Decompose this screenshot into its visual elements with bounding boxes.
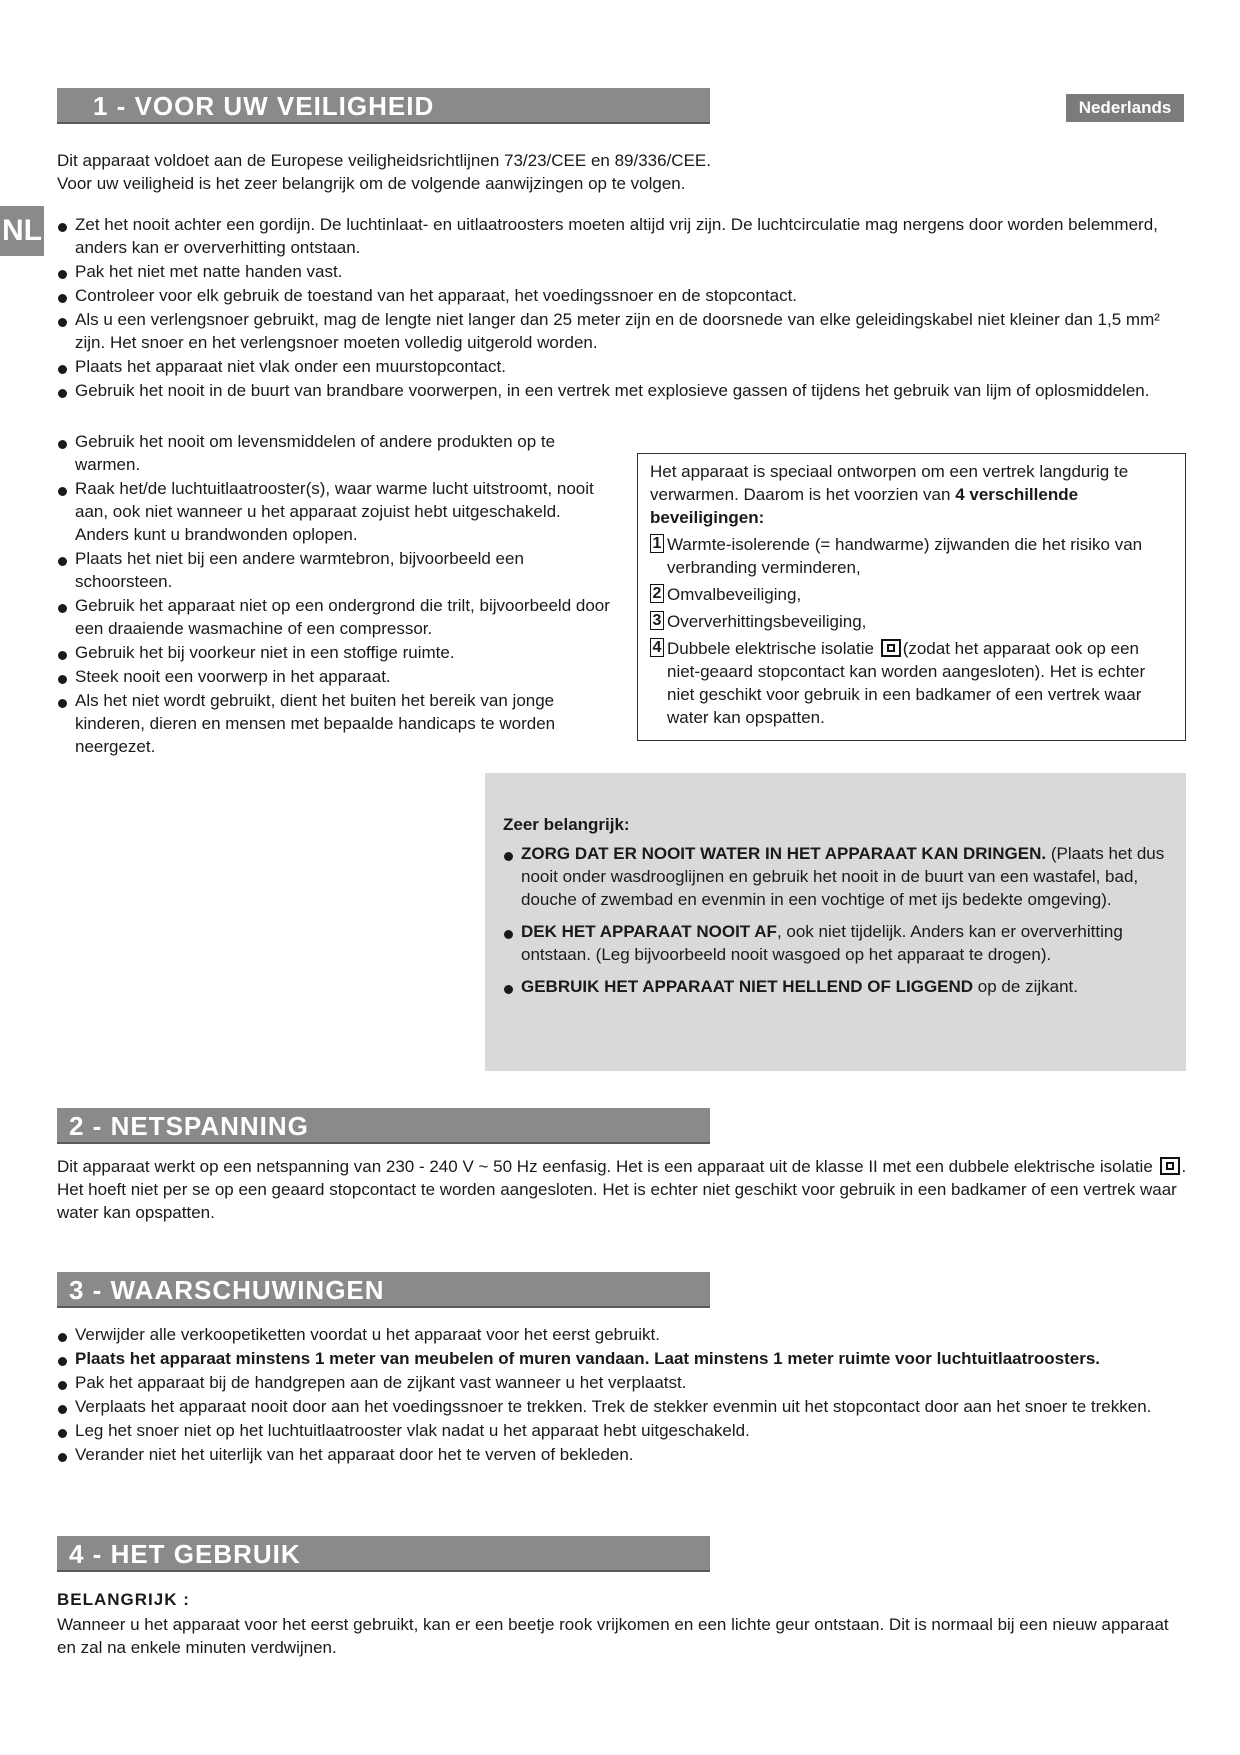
intro-line: Voor uw veiligheid is het zeer belangrijk om de volgende aanwijzingen op te volgen. [57, 174, 686, 193]
section-4-text: Wanneer u het apparaat voor het eerst gebruikt, kan er een beetje rook vrijkomen en een lichte geur ontstaan. Dit is normaal bij een nieuw apparaat en zal na enkele minuten verdwijnen. [57, 1615, 1169, 1657]
list-item: GEBRUIK HET APPARAAT NIET HELLEND OF LIGGEND op de zijkant. [503, 975, 1168, 998]
list-item: Als u een verlengsnoer gebruikt, mag de lengte niet langer dan 25 meter zijn en de doorsnede van elke geleidingskabel niet kleiner dan 1,5 mm² zijn. Het snoer en het verlengsnoer moeten volledig uitgerold worden. [57, 308, 1187, 354]
safety-bullets-full [57, 213, 1187, 403]
list-item: Zet het nooit achter een gordijn. De luchtinlaat- en uitlaatroosters moeten altijd vrij zijn. De luchtcirculatie mag nergens door worden belemmerd, anders kan er oververhitting ontstaan. [57, 213, 1187, 259]
safety-feature-item: 1 Warmte-isolerende (= handwarme) zijwanden die het risiko van verbranding verminderen, [650, 533, 1173, 579]
list-item: Gebruik het bij voorkeur niet in een stoffige ruimte. [57, 641, 617, 664]
list-item: Steek nooit een voorwerp in het apparaat. [57, 665, 617, 688]
list-item: Pak het apparaat bij de handgrepen aan de zijkant vast wanneer u het verplaatst. [57, 1371, 1187, 1394]
section-1-header [57, 88, 710, 124]
list-item: Pak het niet met natte handen vast. [57, 260, 1187, 283]
warnings-list [57, 1323, 1187, 1467]
safety-feature-item: 2 Omvalbeveiliging, [650, 583, 1173, 606]
safety-features-box [637, 453, 1186, 741]
number-box: 4 [650, 638, 664, 657]
important-title: Zeer belangrijk: [503, 815, 630, 834]
list-item: Plaats het apparaat niet vlak onder een muurstopcontact. [57, 355, 1187, 378]
safety-feature-item: 3 Oververhittingsbeveiliging, [650, 610, 1173, 633]
safety-features-intro: Het apparaat is speciaal ontworpen om een vertrek langdurig te verwarmen. Daarom is het voorzien van 4 verschillende beveiligingen: [650, 462, 1129, 527]
section-2-header [57, 1108, 710, 1144]
important-box [485, 773, 1186, 1071]
number-box: 2 [650, 584, 664, 603]
list-item: DEK HET APPARAAT NOOIT AF, ook niet tijdelijk. Anders kan er oververhitting ontstaan. (Leg bijvoorbeeld nooit wasgoed op het apparaat te drogen). [503, 920, 1168, 966]
list-item: Gebruik het nooit om levensmiddelen of andere produkten op te warmen. [57, 430, 617, 476]
list-item: Plaats het niet bij een andere warmtebron, bijvoorbeeld een schoorsteen. [57, 547, 617, 593]
double-insulation-icon [1160, 1157, 1180, 1175]
list-item: Plaats het apparaat minstens 1 meter van meubelen of muren vandaan. Laat minstens 1 meter ruimte voor luchtuitlaatroosters. [57, 1347, 1187, 1370]
section-4-label: BELANGRIJK : [57, 1590, 190, 1609]
list-item: Verplaats het apparaat nooit door aan het voedingssnoer te trekken. Trek de stekker evenmin uit het stopcontact door aan het snoer te trekken. [57, 1395, 1187, 1418]
safety-features-count: 4 verschillende beveiligingen: [650, 485, 1079, 527]
list-item: Gebruik het apparaat niet op een ondergrond die trilt, bijvoorbeeld door een draaiende wasmachine of een compressor. [57, 594, 617, 640]
list-item: Verwijder alle verkoopetiketten voordat u het apparaat voor het eerst gebruikt. [57, 1323, 1187, 1346]
number-box: 1 [650, 534, 664, 553]
section-3-title: 3 - WAARSCHUWINGEN [69, 1275, 385, 1305]
list-item: ZORG DAT ER NOOIT WATER IN HET APPARAAT KAN DRINGEN. (Plaats het dus nooit onder wasdrooglijnen en gebruik het nooit in de buurt van een wastafel, bad, douche of zwembad en evenmin in een vochtige of met ijs bedekte omgeving). [503, 842, 1168, 911]
section-3-header [57, 1272, 710, 1308]
section-1-intro [57, 149, 1187, 195]
list-item: Verander niet het uiterlijk van het apparaat door het te verven of bekleden. [57, 1443, 1187, 1466]
list-item: Gebruik het nooit in de buurt van brandbare voorwerpen, in een vertrek met explosieve gassen of tijdens het gebruik van lijm of oplosmiddelen. [57, 379, 1187, 402]
important-list [503, 842, 1168, 998]
number-box: 3 [650, 611, 664, 630]
list-item: Controleer voor elk gebruik de toestand van het apparaat, het voedingssnoer en de stopcontact. [57, 284, 1187, 307]
language-badge: Nederlands [1066, 94, 1184, 122]
safety-feature-item: 4 Dubbele elektrische isolatie (zodat het apparaat ook op een niet-geaard stopcontact kan worden aangesloten). Het is echter niet geschikt voor gebruik in een badkamer of een vertrek waar water kan opspatten. [650, 637, 1173, 729]
safety-bullets-left [57, 430, 617, 759]
language-side-tab: NL [0, 206, 44, 256]
intro-line: Dit apparaat voldoet aan de Europese veiligheidsrichtlijnen 73/23/CEE en 89/336/CEE. [57, 151, 711, 170]
double-insulation-icon [881, 639, 901, 657]
list-item: Raak het/de luchtuitlaatrooster(s), waar warme lucht uitstroomt, nooit aan, ook niet wanneer u het apparaat zojuist hebt uitgeschakeld. Anders kunt u brandwonden oplopen. [57, 477, 617, 546]
list-item: Als het niet wordt gebruikt, dient het buiten het bereik van jonge kinderen, dieren en mensen met bepaalde handicaps te worden neergezet. [57, 689, 617, 758]
section-2-text: Dit apparaat werkt op een netspanning van 230 - 240 V ~ 50 Hz eenfasig. Het is een apparaat uit de klasse II met een dubbele elektrische isolatie . Het hoeft niet per se op een geaard stopcontact te worden aangesloten. Het is echter niet geschikt voor gebruik in een badkamer of een vertrek waar water kan opspatten. [57, 1157, 1187, 1222]
section-4-title: 4 - HET GEBRUIK [69, 1539, 301, 1569]
section-4-header [57, 1536, 710, 1572]
list-item: Leg het snoer niet op het luchtuitlaatrooster vlak nadat u het apparaat hebt uitgeschakeld. [57, 1419, 1187, 1442]
section-2-title: 2 - NETSPANNING [69, 1111, 309, 1141]
section-1-title: 1 - VOOR UW VEILIGHEID [93, 91, 435, 121]
